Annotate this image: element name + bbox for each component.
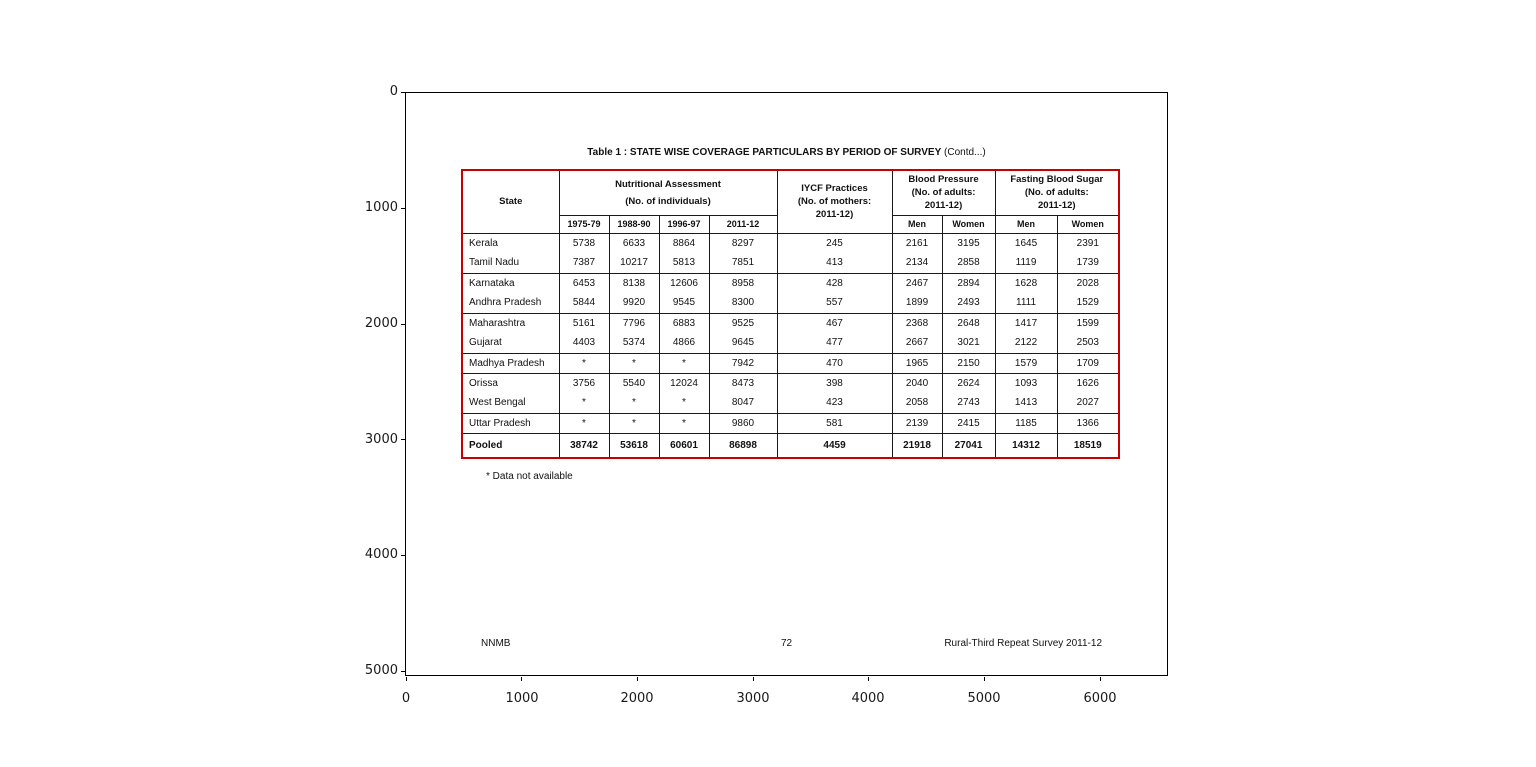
data-cell: 2391 bbox=[1057, 233, 1119, 253]
page-title bbox=[406, 147, 1167, 159]
data-cell: 2040 bbox=[892, 373, 942, 393]
plot-axes bbox=[405, 92, 1168, 676]
data-cell: 27041 bbox=[942, 433, 995, 458]
data-cell: 470 bbox=[777, 353, 892, 373]
y-tick-label: 5000 bbox=[364, 663, 398, 678]
data-cell: 2894 bbox=[942, 273, 995, 293]
table-row bbox=[462, 393, 1119, 413]
data-cell: 8864 bbox=[659, 233, 709, 253]
state-cell: Madhya Pradesh bbox=[462, 353, 559, 373]
data-cell: 86898 bbox=[709, 433, 777, 458]
table-row bbox=[462, 353, 1119, 373]
x-tick-label: 1000 bbox=[505, 691, 539, 706]
state-cell: Maharashtra bbox=[462, 313, 559, 333]
data-cell: 6453 bbox=[559, 273, 609, 293]
data-cell: 2134 bbox=[892, 253, 942, 273]
data-cell: * bbox=[559, 353, 609, 373]
data-cell: * bbox=[659, 413, 709, 433]
data-cell: 5540 bbox=[609, 373, 659, 393]
header-fasting-blood-sugar bbox=[995, 170, 1119, 215]
coverage-table bbox=[461, 169, 1120, 459]
data-cell: 581 bbox=[777, 413, 892, 433]
state-cell: Karnataka bbox=[462, 273, 559, 293]
data-cell: 1645 bbox=[995, 233, 1057, 253]
data-cell: 9860 bbox=[709, 413, 777, 433]
header-line: Nutritional Assessment bbox=[615, 178, 721, 190]
data-cell: 2493 bbox=[942, 293, 995, 313]
header-year: 1996-97 bbox=[659, 215, 709, 233]
state-cell: Tamil Nadu bbox=[462, 253, 559, 273]
data-cell: 12024 bbox=[659, 373, 709, 393]
data-cell: * bbox=[559, 393, 609, 413]
y-tick-label: 1000 bbox=[364, 200, 398, 215]
header-year: 1975-79 bbox=[559, 215, 609, 233]
data-cell: 2150 bbox=[942, 353, 995, 373]
header-line: IYCF Practices bbox=[801, 183, 868, 195]
data-cell: 9525 bbox=[709, 313, 777, 333]
data-cell: 1709 bbox=[1057, 353, 1119, 373]
y-tick-label: 0 bbox=[389, 84, 398, 99]
data-cell: 8958 bbox=[709, 273, 777, 293]
x-tick-label: 3000 bbox=[736, 691, 770, 706]
data-cell: 8138 bbox=[609, 273, 659, 293]
header-year: 1988-90 bbox=[609, 215, 659, 233]
data-cell: 1413 bbox=[995, 393, 1057, 413]
header-blood-pressure bbox=[892, 170, 995, 215]
footnote: * Data not available bbox=[486, 471, 573, 482]
x-tick-label: 6000 bbox=[1083, 691, 1117, 706]
data-cell: 1185 bbox=[995, 413, 1057, 433]
header-line: Blood Pressure bbox=[908, 174, 979, 186]
data-cell: 2743 bbox=[942, 393, 995, 413]
data-cell: 2624 bbox=[942, 373, 995, 393]
data-cell: 14312 bbox=[995, 433, 1057, 458]
header-line: (No. of adults: bbox=[1024, 187, 1089, 199]
header-women: Women bbox=[1057, 215, 1119, 233]
header-men: Men bbox=[892, 215, 942, 233]
data-cell: 9645 bbox=[709, 333, 777, 353]
table-row bbox=[462, 413, 1119, 433]
header-line: 2011-12) bbox=[1038, 200, 1076, 212]
footer-nnmb: NNMB bbox=[481, 638, 511, 649]
data-cell: 2027 bbox=[1057, 393, 1119, 413]
data-cell: 5844 bbox=[559, 293, 609, 313]
data-cell: 1626 bbox=[1057, 373, 1119, 393]
table-row bbox=[462, 313, 1119, 333]
data-cell: 398 bbox=[777, 373, 892, 393]
data-cell: 1628 bbox=[995, 273, 1057, 293]
state-cell: Uttar Pradesh bbox=[462, 413, 559, 433]
data-cell: 53618 bbox=[609, 433, 659, 458]
x-tick-mark bbox=[406, 677, 407, 681]
x-tick-mark bbox=[637, 677, 638, 681]
data-cell: 1093 bbox=[995, 373, 1057, 393]
table-row bbox=[462, 373, 1119, 393]
data-cell: 8473 bbox=[709, 373, 777, 393]
data-cell: 428 bbox=[777, 273, 892, 293]
data-cell: 2415 bbox=[942, 413, 995, 433]
data-cell: 3756 bbox=[559, 373, 609, 393]
data-cell: 4459 bbox=[777, 433, 892, 458]
data-cell: * bbox=[609, 413, 659, 433]
data-cell: 7796 bbox=[609, 313, 659, 333]
data-cell: 2139 bbox=[892, 413, 942, 433]
data-cell: 3021 bbox=[942, 333, 995, 353]
data-cell: 7942 bbox=[709, 353, 777, 373]
header-year: 2011-12 bbox=[709, 215, 777, 233]
x-tick-mark bbox=[868, 677, 869, 681]
header-men: Men bbox=[995, 215, 1057, 233]
header-iycf-practices bbox=[777, 170, 892, 233]
data-cell: 8300 bbox=[709, 293, 777, 313]
table-row bbox=[462, 333, 1119, 353]
data-cell: 9920 bbox=[609, 293, 659, 313]
header-state: State bbox=[462, 170, 559, 233]
data-cell: 1599 bbox=[1057, 313, 1119, 333]
data-cell: 3195 bbox=[942, 233, 995, 253]
state-cell: Andhra Pradesh bbox=[462, 293, 559, 313]
header-line: (No. of adults: bbox=[911, 187, 976, 199]
data-cell: 1739 bbox=[1057, 253, 1119, 273]
table-row bbox=[462, 253, 1119, 273]
data-cell: 10217 bbox=[609, 253, 659, 273]
table-row bbox=[462, 233, 1119, 253]
footer-survey-label: Rural-Third Repeat Survey 2011-12 bbox=[944, 638, 1102, 649]
data-cell: 8047 bbox=[709, 393, 777, 413]
data-cell: 2648 bbox=[942, 313, 995, 333]
data-cell: 8297 bbox=[709, 233, 777, 253]
data-cell: 5738 bbox=[559, 233, 609, 253]
data-cell: 2368 bbox=[892, 313, 942, 333]
data-cell: 1417 bbox=[995, 313, 1057, 333]
data-cell: 1366 bbox=[1057, 413, 1119, 433]
state-cell: Pooled bbox=[462, 433, 559, 458]
x-tick-label: 2000 bbox=[620, 691, 654, 706]
data-cell: 5161 bbox=[559, 313, 609, 333]
table-title-text: Table 1 : STATE WISE COVERAGE PARTICULARS BY PERIOD OF SURVEY bbox=[587, 147, 942, 158]
x-tick-label: 0 bbox=[401, 691, 411, 706]
data-cell: * bbox=[609, 353, 659, 373]
state-cell: Orissa bbox=[462, 373, 559, 393]
x-tick-mark bbox=[753, 677, 754, 681]
data-cell: 7387 bbox=[559, 253, 609, 273]
table-title-contd: (Contd...) bbox=[941, 147, 986, 158]
data-cell: 1579 bbox=[995, 353, 1057, 373]
data-cell: 1529 bbox=[1057, 293, 1119, 313]
state-cell: Gujarat bbox=[462, 333, 559, 353]
data-cell: 5374 bbox=[609, 333, 659, 353]
data-cell: 4866 bbox=[659, 333, 709, 353]
data-cell: 2028 bbox=[1057, 273, 1119, 293]
data-cell: 1119 bbox=[995, 253, 1057, 273]
data-cell: * bbox=[609, 393, 659, 413]
header-nutritional-assessment bbox=[559, 170, 777, 215]
data-cell: 5813 bbox=[659, 253, 709, 273]
x-tick-mark bbox=[984, 677, 985, 681]
data-cell: 1111 bbox=[995, 293, 1057, 313]
data-cell: * bbox=[659, 353, 709, 373]
data-cell: 2058 bbox=[892, 393, 942, 413]
state-cell: West Bengal bbox=[462, 393, 559, 413]
footer-page-number: 72 bbox=[780, 638, 793, 649]
table-body bbox=[462, 233, 1119, 458]
data-cell: 7851 bbox=[709, 253, 777, 273]
data-cell: 4403 bbox=[559, 333, 609, 353]
data-cell: 245 bbox=[777, 233, 892, 253]
header-line: (No. of mothers: bbox=[797, 196, 872, 208]
data-cell: 2161 bbox=[892, 233, 942, 253]
table-row bbox=[462, 273, 1119, 293]
state-cell: Kerala bbox=[462, 233, 559, 253]
header-line: Fasting Blood Sugar bbox=[1010, 174, 1104, 186]
data-cell: 21918 bbox=[892, 433, 942, 458]
data-cell: 38742 bbox=[559, 433, 609, 458]
data-cell: 413 bbox=[777, 253, 892, 273]
header-group-row bbox=[462, 170, 1119, 215]
data-cell: 467 bbox=[777, 313, 892, 333]
data-cell: 2858 bbox=[942, 253, 995, 273]
x-tick-mark bbox=[521, 677, 522, 681]
data-cell: 12606 bbox=[659, 273, 709, 293]
table-row bbox=[462, 293, 1119, 313]
x-tick-label: 5000 bbox=[967, 691, 1001, 706]
data-cell: 9545 bbox=[659, 293, 709, 313]
data-cell: 6633 bbox=[609, 233, 659, 253]
data-cell: 2122 bbox=[995, 333, 1057, 353]
data-cell: 557 bbox=[777, 293, 892, 313]
data-cell: 6883 bbox=[659, 313, 709, 333]
y-tick-label: 3000 bbox=[364, 432, 398, 447]
header-women: Women bbox=[942, 215, 995, 233]
data-cell: 2667 bbox=[892, 333, 942, 353]
data-cell: 1965 bbox=[892, 353, 942, 373]
data-cell: * bbox=[559, 413, 609, 433]
y-tick-label: 4000 bbox=[364, 547, 398, 562]
data-cell: 477 bbox=[777, 333, 892, 353]
y-tick-label: 2000 bbox=[364, 316, 398, 331]
data-cell: * bbox=[659, 393, 709, 413]
header-line: (No. of individuals) bbox=[625, 195, 711, 207]
x-tick-mark bbox=[1100, 677, 1101, 681]
header-line: 2011-12) bbox=[815, 209, 854, 221]
data-cell: 423 bbox=[777, 393, 892, 413]
data-cell: 2467 bbox=[892, 273, 942, 293]
data-cell: 18519 bbox=[1057, 433, 1119, 458]
x-tick-label: 4000 bbox=[851, 691, 885, 706]
data-cell: 60601 bbox=[659, 433, 709, 458]
data-cell: 2503 bbox=[1057, 333, 1119, 353]
header-line: 2011-12) bbox=[924, 200, 963, 212]
data-cell: 1899 bbox=[892, 293, 942, 313]
table-row bbox=[462, 433, 1119, 458]
